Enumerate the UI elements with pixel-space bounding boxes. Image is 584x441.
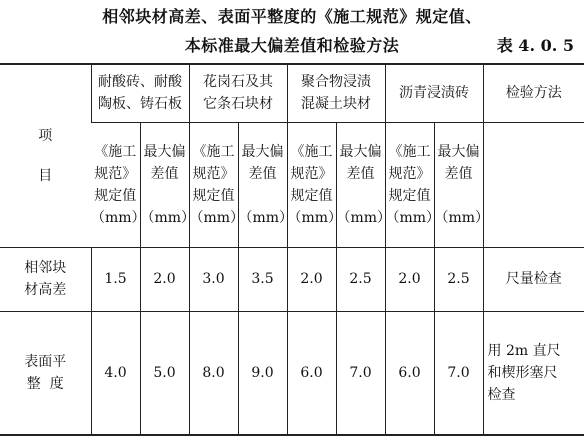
method-cell: 尺量检查: [483, 247, 584, 311]
max-deviation-header: 最大偏 差值 （mm）: [140, 122, 189, 247]
table-number: 表 4. 0. 5: [496, 36, 574, 55]
table-row: [0, 247, 584, 311]
value-cell: 5.0: [140, 311, 189, 435]
value-cell: 3.0: [189, 247, 238, 311]
value-cell: 6.0: [287, 311, 336, 435]
item-header: 项 目: [0, 64, 91, 247]
max-deviation-header: 最大偏 差值 （mm）: [434, 122, 483, 247]
group-header-polymer-concrete: 聚合物浸渍 混凝土块材: [287, 64, 385, 122]
row-name: 相邻块 材高差: [0, 247, 91, 311]
value-cell: 2.5: [434, 247, 483, 311]
value-cell: 2.5: [336, 247, 385, 311]
row-name: 表面平 整 度: [0, 311, 91, 435]
table-row: [0, 311, 584, 435]
spec-value-header: 《施工 规范》 规定值 （mm）: [385, 122, 434, 247]
spec-value-header: 《施工 规范》 规定值 （mm）: [287, 122, 336, 247]
value-cell: 2.0: [140, 247, 189, 311]
table-title-line1: 相邻块材高差、表面平整度的《施工规范》规定值、: [102, 7, 482, 26]
value-cell: 6.0: [385, 311, 434, 435]
spec-value-header: 《施工 规范》 规定值 （mm）: [189, 122, 238, 247]
value-cell: 2.0: [287, 247, 336, 311]
value-cell: 8.0: [189, 311, 238, 435]
max-deviation-header: 最大偏 差值 （mm）: [336, 122, 385, 247]
table-title-line2: 本标准最大偏差值和检验方法: [184, 36, 400, 55]
method-header-blank: [483, 122, 584, 247]
method-cell: 用 2m 直尺 和楔形塞尺 检查: [483, 311, 584, 435]
group-header-acid-brick: 耐酸砖、耐酸 陶板、铸石板: [91, 64, 189, 122]
value-cell: 1.5: [91, 247, 140, 311]
value-cell: 3.5: [238, 247, 287, 311]
group-header-asphalt-brick: 沥青浸渍砖: [385, 64, 483, 122]
value-cell: 9.0: [238, 311, 287, 435]
max-deviation-header: 最大偏 差值 （mm）: [238, 122, 287, 247]
spec-value-header: 《施工 规范》 规定值 （mm）: [91, 122, 140, 247]
value-cell: 7.0: [336, 311, 385, 435]
value-cell: 2.0: [385, 247, 434, 311]
header-row-groups: [0, 64, 584, 122]
value-cell: 4.0: [91, 311, 140, 435]
value-cell: 7.0: [434, 311, 483, 435]
deviation-table: [0, 63, 584, 436]
group-header-granite: 花岗石及其 它条石块材: [189, 64, 287, 122]
method-header: 检验方法: [483, 64, 584, 122]
